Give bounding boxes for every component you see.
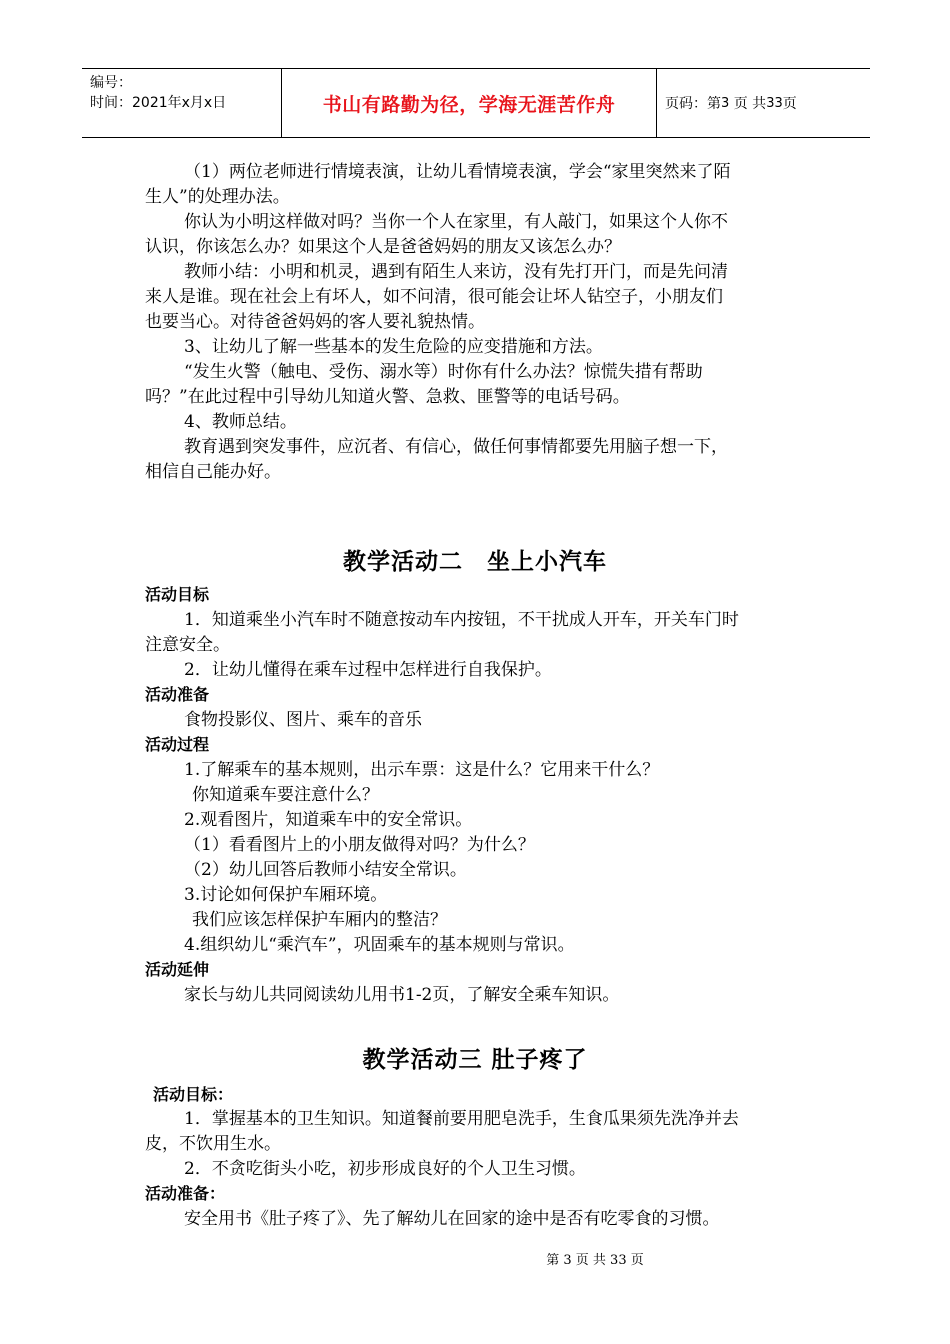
paragraph-line: 来人是谁。现在社会上有坏人，如不问清，很可能会让坏人钻空子，小朋友们	[145, 287, 723, 307]
paragraph-line: 皮，不饮用生水。	[145, 1134, 281, 1154]
paragraph-line: 1.了解乘车的基本规则，出示车票：这是什么？它用来干什么？	[184, 760, 660, 780]
page-prefix: 页码：第	[665, 96, 721, 112]
paragraph-line: 吗？”在此过程中引导幼儿知道火警、急救、匪警等的电话号码。	[145, 387, 630, 407]
time-label: 时间：2021年x月x日	[90, 95, 227, 111]
paragraph-line: 3.讨论如何保护车厢环境。	[184, 885, 388, 905]
header-meta	[82, 69, 282, 137]
goal-label: 活动目标	[145, 585, 210, 604]
prep-label: 活动准备	[145, 685, 210, 704]
paragraph-line: 安全用书《肚子疼了》、先了解幼儿在回家的途中是否有吃零食的习惯。	[184, 1209, 720, 1229]
process-label: 活动过程	[145, 735, 210, 754]
paragraph-line: 2．不贪吃街头小吃，初步形成良好的个人卫生习惯。	[184, 1159, 586, 1179]
paragraph-line: 生人”的处理办法。	[145, 187, 290, 207]
page-total: 33	[766, 95, 783, 111]
page-suffix: 页	[782, 96, 797, 112]
paragraph-line: 教育遇到突发事件，应沉者、有信心，做任何事情都要先用脑子想一下，	[184, 437, 728, 457]
number-label: 编号：	[90, 75, 132, 91]
paragraph-line: 认识，你该怎么办？如果这个人是爸爸妈妈的朋友又该怎么办？	[145, 237, 621, 257]
paragraph-line: 教师小结：小明和机灵，遇到有陌生人来访，没有先打开门，而是先问清	[184, 262, 728, 282]
activity-title: 教学活动二 坐上小汽车	[343, 549, 607, 575]
paragraph-line: 1．掌握基本的卫生知识。知道餐前要用肥皂洗手，生食瓜果须先洗净并去	[184, 1109, 739, 1129]
page-header	[82, 68, 870, 138]
extension-label: 活动延伸	[145, 960, 210, 979]
paragraph-line: 1．知道乘坐小汽车时不随意按动车内按钮，不干扰成人开车，开关车门时	[184, 610, 739, 630]
paragraph-line: 2.观看图片，知道乘车中的安全常识。	[184, 810, 473, 830]
prep-label: 活动准备：	[145, 1184, 226, 1203]
paragraph-line: 你知道乘车要注意什么？	[192, 785, 379, 805]
header-motto: 书山有路勤为径，学海无涯苦作舟	[282, 69, 657, 137]
paragraph-line: 3、让幼儿了解一些基本的发生危险的应变措施和方法。	[184, 337, 603, 357]
paragraph-line: 你认为小明这样做对吗？当你一个人在家里，有人敲门，如果这个人你不	[184, 212, 728, 232]
paragraph-line: 4.组织幼儿“乘汽车”，巩固乘车的基本规则与常识。	[184, 935, 575, 955]
page-footer: 第 3 页 共 33 页	[546, 1253, 644, 1268]
page-current: 3	[721, 95, 730, 111]
paragraph-line: （1）两位老师进行情境表演，让幼儿看情境表演，学会“家里突然来了陌	[184, 162, 731, 182]
paragraph-line: 家长与幼儿共同阅读幼儿用书1-2页，了解安全乘车知识。	[184, 985, 620, 1005]
paragraph-line: 4、教师总结。	[184, 412, 297, 432]
paragraph-line: （2）幼儿回答后教师小结安全常识。	[184, 860, 467, 880]
paragraph-line: 食物投影仪、图片、乘车的音乐	[184, 710, 422, 730]
paragraph-line: 相信自己能办好。	[145, 462, 281, 482]
paragraph-line: 注意安全。	[145, 635, 230, 655]
activity-title: 教学活动三 肚子疼了	[362, 1047, 588, 1073]
paragraph-line: 我们应该怎样保护车厢内的整洁？	[192, 910, 447, 930]
goal-label: 活动目标：	[153, 1085, 234, 1104]
paragraph-line: “发生火警（触电、受伤、溺水等）时你有什么办法？惊慌失措有帮助	[184, 362, 703, 382]
page-mid: 页 共	[733, 96, 767, 112]
header-page-info	[657, 69, 870, 137]
paragraph-line: （1）看看图片上的小朋友做得对吗？为什么？	[184, 835, 535, 855]
paragraph-line: 也要当心。对待爸爸妈妈的客人要礼貌热情。	[145, 312, 485, 332]
paragraph-line: 2．让幼儿懂得在乘车过程中怎样进行自我保护。	[184, 660, 552, 680]
